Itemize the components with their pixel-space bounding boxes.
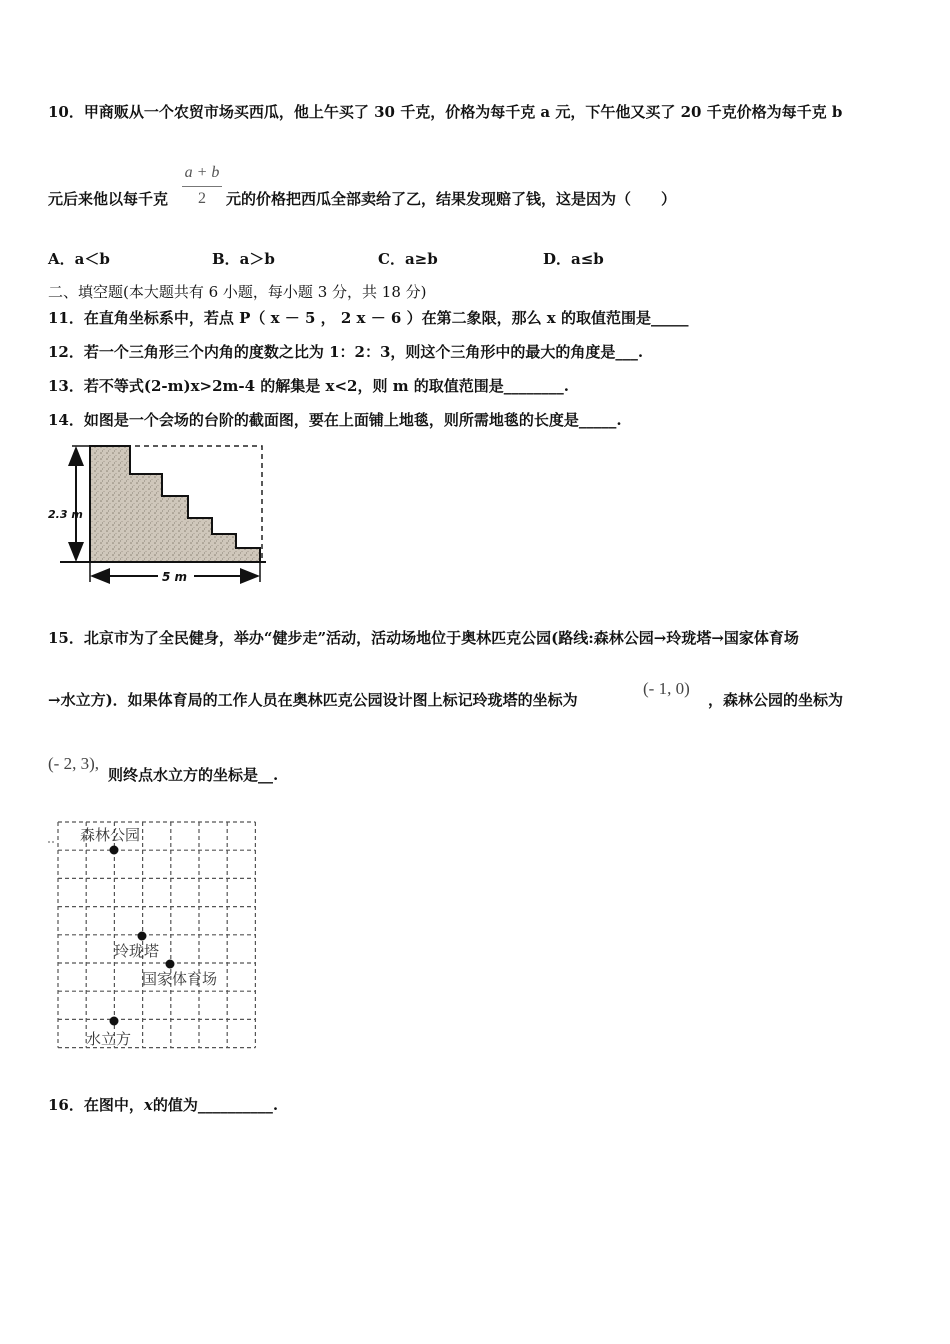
q16-variable: x	[143, 1096, 153, 1114]
q10-line1: 10．甲商贩从一个农贸市场买西瓜，他上午买了 30 千克，价格为每千克 a 元，下午他又买了 20 千克价格为每千克 b	[48, 103, 843, 121]
fraction-denominator: 2	[198, 190, 206, 207]
q10-option-a: A．a＜b	[48, 250, 110, 268]
q16-pre: 16．在图中，	[48, 1096, 144, 1114]
water-cube-label: 水立方	[86, 1030, 132, 1048]
q10-line2-post: 元的价格把西瓜全部卖给了乙，结果发现赔了钱，这是因为（ ）	[226, 190, 677, 208]
fraction-bar	[182, 186, 222, 187]
q15-line2-pre: →水立方)．如果体育局的工作人员在奥林匹克公园设计图上标记玲珑塔的坐标为	[48, 691, 578, 709]
section-heading: 二、填空题(本大题共有 6 小题，每小题 3 分，共 18 分)	[48, 283, 427, 301]
q13: 13．若不等式(2-m)x>2m-4 的解集是 x<2，则 m 的取值范围是________.	[48, 377, 570, 395]
q12: 12．若一个三角形三个内角的度数之比为 1：2：3，则这个三角形中的最大的角度是___.	[48, 343, 644, 361]
arrow-down-icon	[68, 542, 84, 562]
fraction-numerator: a + b	[184, 164, 220, 181]
width-label: 5 m	[162, 570, 188, 584]
park-map-figure	[44, 818, 260, 1054]
q15-line3: 则终点水立方的坐标是__.	[108, 766, 279, 784]
q10-option-d: D．a≤b	[543, 250, 604, 268]
q14: 14．如图是一个会场的台阶的截面图，要在上面铺上地毯，则所需地毯的长度是_____.	[48, 411, 622, 429]
forest-park-label: 森林公园	[80, 826, 141, 844]
q10-option-c: C．a≥b	[378, 250, 438, 268]
water-cube-point	[110, 1017, 119, 1026]
q10-option-b: B．a＞b	[212, 250, 275, 268]
forest-park-point	[110, 846, 119, 855]
tower-label: 玲珑塔	[114, 942, 160, 960]
arrow-up-icon	[68, 446, 84, 466]
q11: 11．在直角坐标系中，若点 P（ x － 5 ， 2 x － 6 ）在第二象限，那么 x 的取值范围是_____	[48, 309, 689, 327]
stairs-shape	[90, 446, 260, 562]
q16	[48, 1095, 278, 1115]
q10-line2-pre: 元后来他以每千克	[48, 190, 169, 208]
coord-forest: (- 2, 3),	[48, 754, 99, 773]
coord-tower: (- 1, 0)	[643, 679, 690, 698]
staircase-figure	[46, 440, 268, 588]
tower-point	[138, 932, 147, 941]
height-label: 2.3 m	[48, 508, 83, 521]
q15-line1: 15．北京市为了全民健身，举办“健步走”活动，活动场地位于奥林匹克公园(路线:森林公园→玲珑塔→国家体育场	[48, 629, 799, 647]
arrow-left-icon	[90, 568, 110, 584]
q16-post: 的值为__________.	[152, 1096, 279, 1114]
stadium-label: 国家体育场	[142, 970, 218, 988]
arrow-right-icon	[240, 568, 260, 584]
q15-line2-post: ，森林公园的坐标为	[708, 691, 844, 709]
stadium-point	[166, 960, 175, 969]
